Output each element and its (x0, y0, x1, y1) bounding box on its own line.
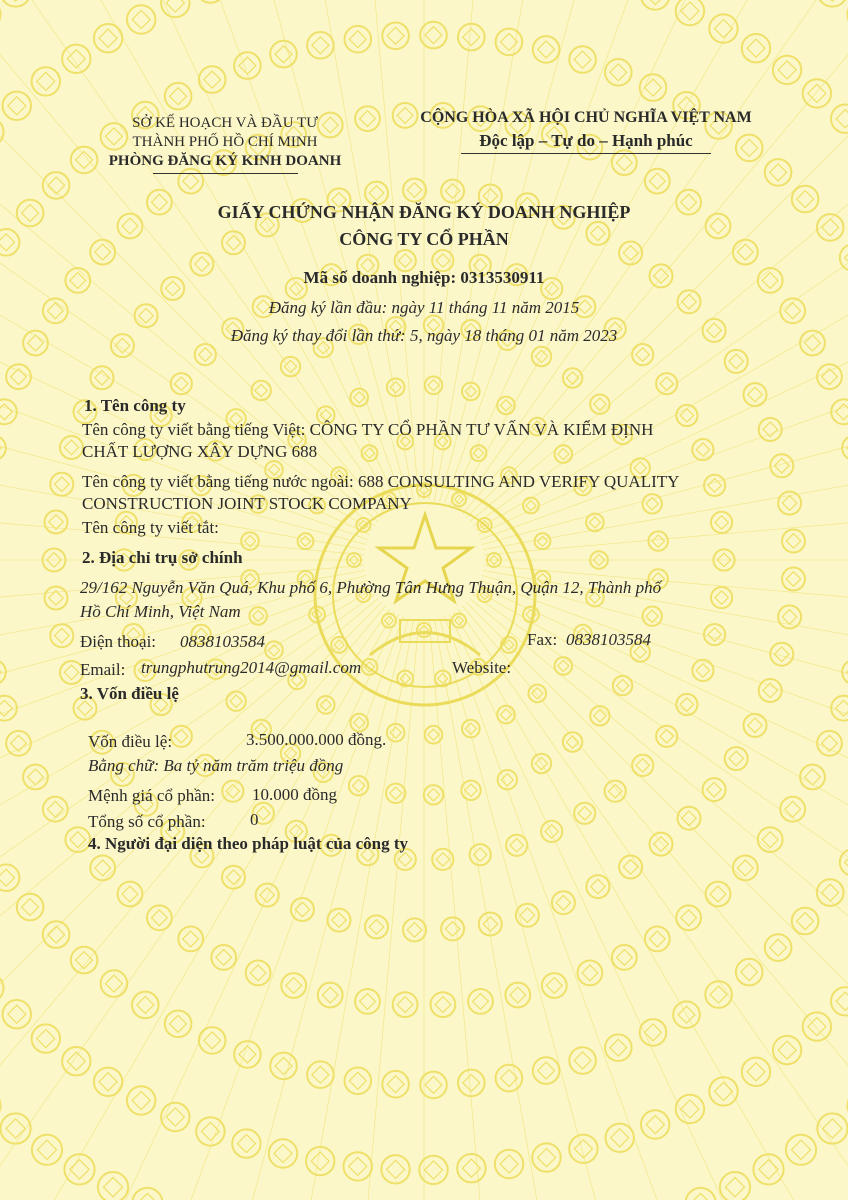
total-shares-label: Tổng số cổ phần: (88, 812, 206, 831)
foreign-name-line1: Tên công ty viết bằng tiếng nước ngoài: 688 CONSULTING AND VERIFY QUALITY (82, 472, 680, 491)
capital-label: Vốn điều lệ: (88, 732, 173, 751)
motto: Độc lập – Tự do – Hạnh phúc (479, 131, 693, 150)
par-value: 10.000 đồng (252, 785, 337, 804)
fax-label: Fax: (527, 630, 558, 649)
phone-label: Điện thoại: (80, 632, 157, 651)
document-title: GIẤY CHỨNG NHẬN ĐĂNG KÝ DOANH NGHIỆP (217, 202, 631, 222)
issuer-city: THÀNH PHỐ HỒ CHÍ MINH (132, 134, 318, 150)
issuer-department: SỞ KẾ HOẠCH VÀ ĐẦU TƯ (132, 115, 318, 131)
address-line1: 29/162 Nguyễn Văn Quá, Khu phố 6, Phường Tân Hưng Thuận, Quận 12, Thành phố (80, 578, 662, 597)
section4-heading: 4. Người đại diện theo pháp luật của công ty (88, 834, 408, 853)
motto-underline (461, 153, 711, 154)
enterprise-code: Mã số doanh nghiệp: 0313530911 (303, 268, 545, 287)
par-value-label: Mệnh giá cổ phần: (88, 786, 215, 805)
capital-in-words: Bằng chữ: Ba tỷ năm trăm triệu đồng (88, 756, 344, 775)
capital-value: 3.500.000.000 đồng. (246, 730, 387, 749)
phone-value: 0838103584 (180, 632, 265, 651)
first-registration: Đăng ký lần đầu: ngày 11 tháng 11 năm 2015 (268, 298, 580, 317)
change-registration: Đăng ký thay đổi lần thứ: 5, ngày 18 tháng 01 năm 2023 (230, 326, 618, 345)
foreign-name-line2: CONSTRUCTION JOINT STOCK COMPANY (82, 494, 412, 513)
issuer-office: PHÒNG ĐĂNG KÝ KINH DOANH (108, 153, 342, 169)
short-name: Tên công ty viết tắt: (82, 518, 219, 537)
email-value: trungphutrung2014@gmail.com (141, 658, 362, 677)
country-name: CỘNG HÒA XÃ HỘI CHỦ NGHĨA VIỆT NAM (420, 109, 752, 126)
total-shares-value: 0 (250, 810, 259, 829)
national-motto-block (396, 108, 776, 154)
website-label: Website: (452, 658, 512, 677)
section2-heading: 2. Địa chỉ trụ sở chính (82, 548, 243, 567)
email-label: Email: (80, 660, 126, 679)
issuer-block (100, 114, 350, 174)
issuer-underline (153, 173, 298, 174)
vietnamese-name-line1: Tên công ty viết bằng tiếng Việt: CÔNG TY CỔ PHẦN TƯ VẤN VÀ KIỂM ĐỊNH (82, 420, 654, 439)
section1-heading: 1. Tên công ty (84, 396, 186, 415)
company-type: CÔNG TY CỔ PHẦN (339, 229, 509, 249)
address-line2: Hồ Chí Minh, Việt Nam (80, 602, 241, 621)
vietnamese-name-line2: CHẤT LƯỢNG XÂY DỰNG 688 (82, 442, 318, 461)
section3-heading: 3. Vốn điều lệ (80, 684, 179, 703)
fax-value: 0838103584 (566, 630, 651, 649)
